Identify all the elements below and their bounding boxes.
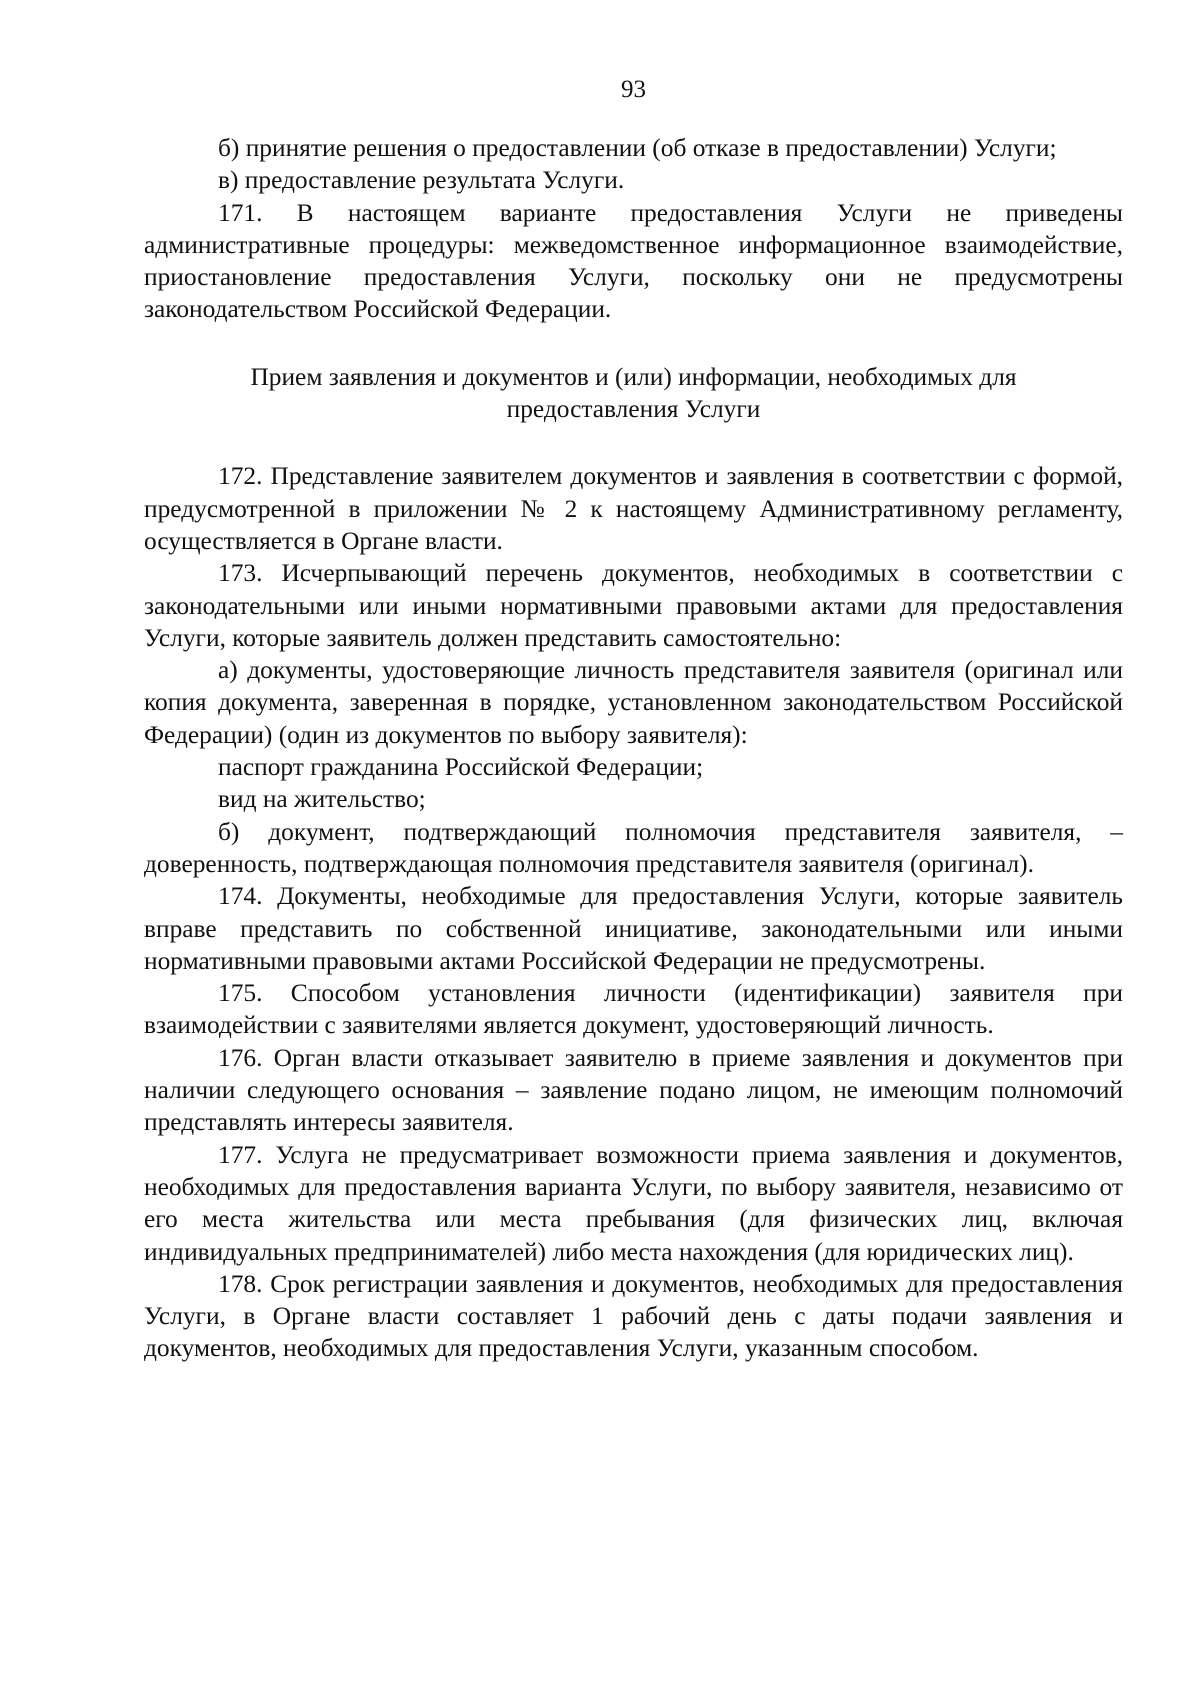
paragraph-b-decision: б) принятие решения о предоставлении (об отказе в предоставлении) Услуги; [218,134,1057,162]
paragraph-178: 178. Срок регистрации заявления и документов, необходимых для предоставления Услуги, в Органе власти составляет 1 рабочий день с даты подачи заявления и документов, необходимых для предоставления Услуги, указанным способом. [144,1269,1123,1363]
paragraph-176: 176. Орган власти отказывает заявителю в приеме заявления и документов при наличии следующего основания – заявление подано лицом, не имеющим полномочий представлять интересы заявителя. [144,1043,1123,1137]
paragraph-v-result: в) предоставление результата Услуги. [218,166,625,195]
document-body [144,132,1123,1365]
paragraph-174: 174. Документы, необходимые для предоставления Услуги, которые заявитель вправе представить по собственной инициативе, законодательными или иными нормативными правовыми актами Российской Федерации не предусмотрены. [144,882,1123,975]
paragraph-173-a: а) документы, удостоверяющие личность представителя заявителя (оригинал или копия документа, заверенная в порядке, установленном законодательством Российской Федерации) (один из документов по выбору заявителя): [144,656,1123,749]
paragraph-171: 171. В настоящем варианте предоставления Услуги не приведены административные процедуры: межведомственное информационное взаимодействие, приостановление предоставления Услуги, поскольку они не предусмотрены законодательством Российской Федерации. [144,198,1123,324]
page-number: 93 [621,76,646,103]
section-heading: Прием заявления и документов и (или) информации, необходимых для предоставления Услуги [250,362,1017,424]
paragraph-172: 172. Представление заявителем документов и заявления в соответствии с формой, предусмотренной в приложении № 2 к настоящему Административному регламенту, осуществляется в Органе власти. [144,462,1123,555]
list-item-residence-permit: вид на жительство; [218,785,426,814]
paragraph-173-b: б) документ, подтверждающий полномочия представителя заявителя, – доверенность, подтверждающая полномочия представителя заявителя (оригинал). [144,817,1123,878]
paragraph-173: 173. Исчерпывающий перечень документов, необходимых в соответствии с законодательными или иными нормативными правовыми актами для предоставления Услуги, которые заявитель должен представить самостоятельно: [144,559,1123,652]
list-item-passport: паспорт гражданина Российской Федерации; [218,753,704,782]
paragraph-177: 177. Услуга не предусматривает возможности приема заявления и документов, необходимых для предоставления варианта Услуги, по выбору заявителя, независимо от его места жительства или места пребывания (для физических лиц, включая индивидуальных предпринимателей) либо места нахождения (для юридических лиц). [144,1140,1123,1266]
paragraph-175: 175. Способом установления личности (идентификации) заявителя при взаимодействии с заявителями является документ, удостоверяющий личность. [144,979,1123,1040]
